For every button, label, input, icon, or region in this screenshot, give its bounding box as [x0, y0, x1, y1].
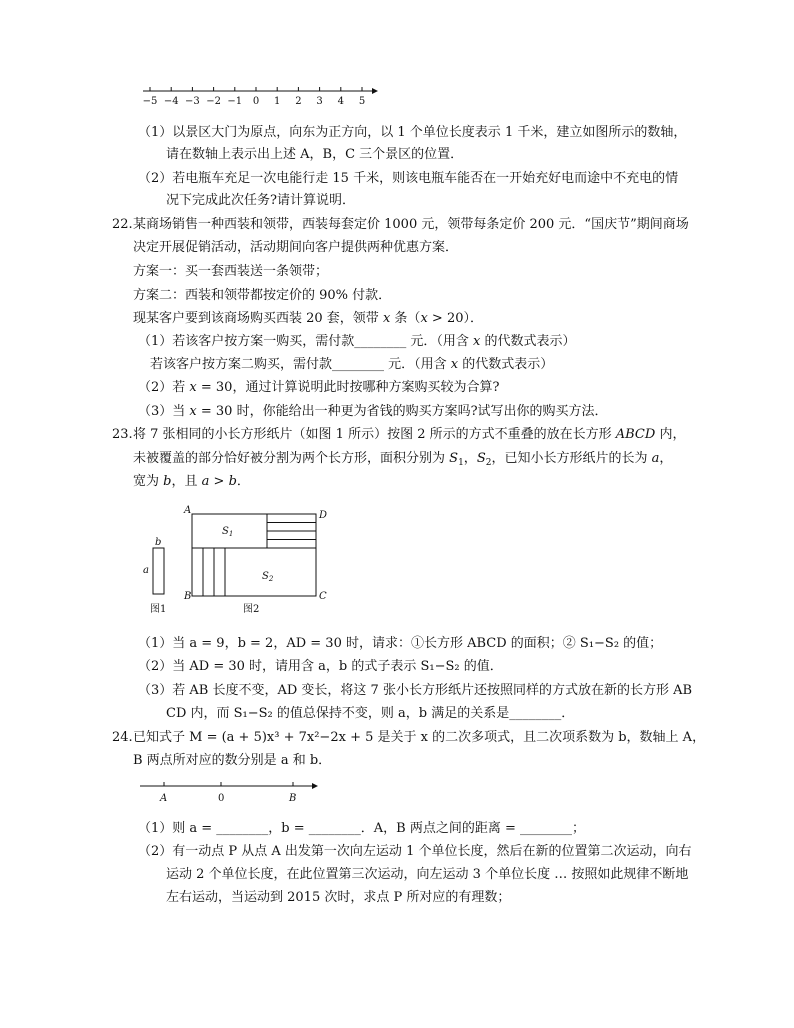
number-line-tick-label: −3: [185, 96, 200, 107]
number-line-tick-label: 1: [274, 96, 281, 107]
q24-number-line: [0, 775, 794, 805]
q24-sub2-line1: （2）有一动点 P 从点 A 出发第一次向左运动 1 个单位长度，然后在新的位置第二次运动，向右: [138, 844, 692, 859]
number-line-tick-label: −5: [142, 96, 158, 107]
number-line-tick-label: −2: [206, 96, 221, 107]
q23-figure: [140, 500, 340, 618]
q24-sub2-line2: 运动 2 个单位长度，在此位置第三次运动，向左运动 3 个单位长度 … 按照如此规律不断地: [166, 867, 689, 882]
q24-point-0: 0: [218, 793, 225, 804]
q21-part1-line2: 请在数轴上表示出上述 A，B，C 三个景区的位置．: [166, 147, 464, 162]
fig1-caption: 图1: [150, 604, 167, 615]
fig2-label-C: C: [319, 591, 327, 602]
fig2-label-A: A: [184, 505, 192, 516]
number-line-tick-label: 4: [337, 96, 344, 107]
fig1-small-rectangle: [153, 548, 164, 594]
number-line-tick-label: 3: [316, 96, 323, 107]
q23-sub3-line1: （3）若 AB 长度不变，AD 变长，将这 7 张小长方形纸片还按照同样的方式放在新的长方形 AB: [138, 683, 693, 698]
number-line-tick-label: −1: [227, 96, 243, 107]
q23-line3: 宽为 b，且 a > b．: [133, 474, 250, 489]
q21-part2-line2: 况下完成此次任务?请计算说明．: [166, 193, 355, 208]
q22-line2: 决定开展促销活动，活动期间向客户提供两种优惠方案．: [133, 240, 459, 255]
q22-sub3: （3）当 x = 30 时，你能给出一种更为省钱的购买方案吗?试写出你的购买方法．: [138, 404, 608, 419]
fig1-label-a: a: [143, 565, 149, 576]
q24-line1: 已知式子 M = (a + 5)x³ + 7x²−2x + 5 是关于 x 的二次多项式，且二次项系数为 b，数轴上 A，: [133, 730, 706, 745]
q23-line1: 将 7 张相同的小长方形纸片（如图 1 所示）按图 2 所示的方式不重叠的放在长方形 ABCD 内，: [133, 427, 686, 442]
q23-line2: 未被覆盖的部分恰好被分割为两个长方形，面积分别为 $S_1$，$S_2$，已知小长方形纸片的长为 a，: [133, 451, 673, 468]
q22-line1: 某商场销售一种西装和领带，西装每套定价 1000 元，领带每条定价 200 元．“国庆节”期间商场: [133, 217, 689, 232]
number-line-tick-label: 2: [295, 96, 302, 107]
q23-number: 23.: [112, 427, 133, 442]
fig2-caption: 图2: [243, 604, 260, 615]
q22-line5: 现某客户要到该商场购买西装 20 套，领带 x 条（x > 20）．: [133, 311, 483, 326]
q22-number: 22.: [112, 217, 133, 232]
number-line-tick-label: 0: [252, 96, 260, 107]
q22-sub1: （1）若该客户按方案一购买，需付款________ 元．（用含 x 的代数式表示）: [138, 334, 576, 349]
number-line-arrow: [372, 88, 378, 94]
fig2-label-S1: $S_1$: [222, 526, 234, 538]
q24-number: 24.: [112, 730, 133, 745]
q24-line2: B 两点所对应的数分别是 a 和 b．: [133, 753, 332, 768]
q24-sub2-line3: 左右运动，当运动到 2015 次时，求点 P 所对应的有理数；: [166, 890, 511, 905]
q22-plan2: 方案二：西装和领带都按定价的 90% 付款．: [133, 288, 392, 303]
fig1-label-b: b: [155, 537, 162, 548]
number-line-figure: [0, 0, 794, 120]
q23-sub2: （2）当 AD = 30 时，请用含 a，b 的式子表示 S₁−S₂ 的值．: [138, 659, 503, 674]
q22-sub1b: 若该客户按方案二购买，需付款________ 元．（用含 x 的代数式表示）: [150, 357, 554, 372]
number-line-tick-label: −4: [163, 96, 179, 107]
fig2-label-D: D: [319, 510, 328, 521]
fig2-label-S2: $S_2$: [262, 571, 274, 583]
q24-point-B: B: [289, 793, 297, 804]
q23-sub3-line2: CD 内，而 S₁−S₂ 的值总保持不变，则 a，b 满足的关系是________．: [166, 706, 575, 721]
q24-point-A: A: [160, 793, 168, 804]
q23-sub1: （1）当 a = 9，b = 2，AD = 30 时，请求：①长方形 ABCD 的面积；② S₁−S₂ 的值；: [138, 636, 663, 651]
fig2-rectangle-abcd: [192, 514, 316, 596]
q21-part1-line1: （1）以景区大门为原点，向东为正方向，以 1 个单位长度表示 1 千米，建立如图所示的数轴，: [138, 125, 687, 140]
number-line-tick-label: 5: [358, 96, 366, 107]
q24-sub1: （1）则 a = ________，b = ________．A，B 两点之间的距离 = ________；: [138, 821, 586, 836]
q21-part2-line1: （2）若电瓶车充足一次电能行走 15 千米，则该电瓶车能否在一开始充好电而途中不充电的情: [138, 171, 679, 186]
q22-plan1: 方案一：买一套西装送一条领带；: [133, 264, 329, 279]
q22-sub2: （2）若 x = 30，通过计算说明此时按哪种方案购买较为合算?: [138, 380, 500, 395]
fig2-label-B: B: [184, 591, 192, 602]
